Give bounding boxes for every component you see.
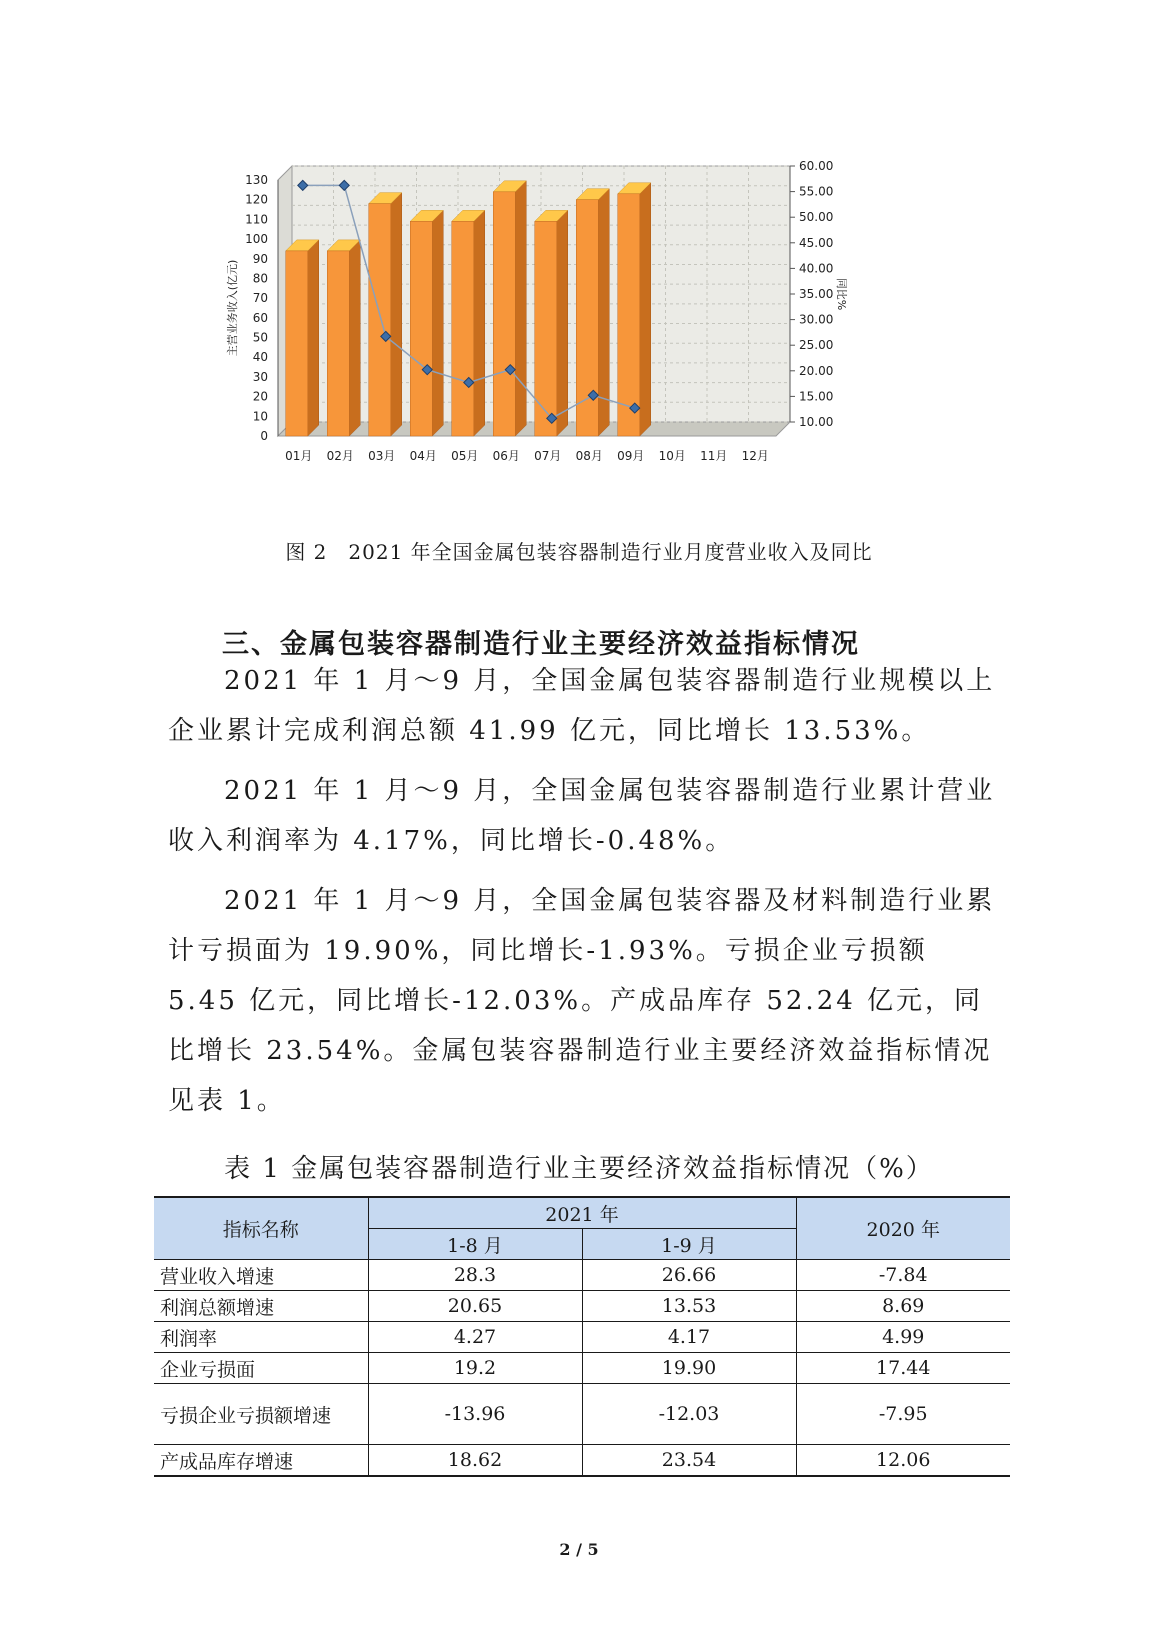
paragraph-margin: 2021 年 1 月～9 月，全国金属包装容器制造行业累计营业收入利润率为 4.17%，同比增长-0.48%。 (168, 776, 996, 856)
cell-2020: -7.95 (796, 1384, 1010, 1445)
paragraph-profit: 2021 年 1 月～9 月，全国金属包装容器制造行业规模以上企业累计完成利润总额 41.99 亿元，同比增长 13.53%。 (168, 666, 996, 746)
bar-side (391, 193, 402, 436)
header-jan-sep: 1-9 月 (582, 1229, 796, 1260)
bar (286, 251, 308, 436)
header-year-2020: 2020 年 (796, 1197, 1010, 1260)
y-tick-label: 30 (252, 369, 268, 384)
x-tick-label: 02月 (326, 449, 354, 463)
row-label: 利润总额增速 (154, 1291, 368, 1322)
y2-tick-label: 60.00 (799, 160, 834, 173)
y-tick-label: 60 (252, 310, 268, 325)
x-tick-label: 07月 (534, 449, 562, 463)
y2-tick-label: 35.00 (799, 287, 834, 301)
table-row (154, 1291, 1010, 1322)
y-tick-label: 100 (245, 232, 268, 247)
header-year-2021: 2021 年 (368, 1197, 796, 1229)
y2-tick-label: 30.00 (799, 312, 834, 327)
y-tick-label: 110 (245, 212, 268, 227)
cell-jan-aug: 20.65 (368, 1291, 582, 1322)
cell-2020: 4.99 (796, 1322, 1010, 1353)
cell-jan-aug: 28.3 (368, 1260, 582, 1291)
section-heading: 三、金属包装容器制造行业主要经济效益指标情况 (222, 629, 860, 660)
header-indicator-name: 指标名称 (154, 1197, 368, 1260)
y-tick-label: 120 (245, 192, 268, 207)
figure-caption: 图 2 2021 年全国金属包装容器制造行业月度营业收入及同比 (285, 540, 873, 564)
bar-side (515, 181, 526, 436)
y-tick-label: 40 (252, 350, 268, 365)
y2-tick-label: 10.00 (799, 415, 834, 429)
cell-jan-aug: -13.96 (368, 1384, 582, 1445)
y-tick-label: 20 (252, 389, 268, 404)
y2-tick-label: 45.00 (799, 235, 834, 250)
bar (452, 221, 474, 436)
x-tick-label: 06月 (492, 449, 520, 463)
x-tick-label: 12月 (741, 449, 769, 463)
table-title: 表 1 金属包装容器制造行业主要经济效益指标情况（%） (224, 1154, 934, 1184)
page-number: 2 / 5 (559, 1540, 599, 1559)
x-tick-label: 03月 (368, 449, 396, 463)
bar (576, 200, 598, 436)
y-tick-label: 130 (245, 173, 268, 187)
x-tick-label: 08月 (575, 449, 603, 463)
y2-axis-title: 同比% (835, 277, 848, 311)
y-tick-label: 0 (260, 429, 268, 443)
cell-jan-sep: 4.17 (582, 1322, 796, 1353)
y-tick-label: 50 (252, 330, 268, 345)
cell-jan-aug: 19.2 (368, 1353, 582, 1384)
y-tick-label: 80 (252, 271, 268, 286)
cell-jan-sep: 13.53 (582, 1291, 796, 1322)
y-tick-label: 90 (252, 251, 268, 266)
y2-tick-label: 40.00 (799, 261, 834, 276)
x-tick-label: 04月 (409, 449, 437, 463)
cell-jan-sep: 19.90 (582, 1353, 796, 1384)
bar (410, 221, 432, 436)
table-row (154, 1445, 1010, 1477)
bar-side (308, 240, 319, 436)
cell-2020: 17.44 (796, 1353, 1010, 1384)
table-row (154, 1322, 1010, 1353)
bar (535, 221, 557, 436)
header-jan-aug: 1-8 月 (368, 1229, 582, 1260)
bar-side (640, 183, 651, 436)
cell-2020: 8.69 (796, 1291, 1010, 1322)
y2-tick-label: 20.00 (799, 363, 834, 378)
y-axis-title: 主营业务收入(亿元) (226, 259, 239, 357)
x-tick-label: 01月 (285, 449, 313, 463)
bar-side (557, 210, 568, 436)
y2-tick-label: 25.00 (799, 338, 834, 353)
row-label: 利润率 (154, 1322, 368, 1353)
cell-jan-sep: 26.66 (582, 1260, 796, 1291)
y-tick-label: 70 (252, 291, 268, 306)
bar-side (432, 210, 443, 436)
bar (327, 251, 349, 436)
y2-tick-label: 50.00 (799, 210, 834, 225)
cell-2020: 12.06 (796, 1445, 1010, 1477)
row-label: 亏损企业亏损额增速 (154, 1384, 368, 1445)
row-label: 企业亏损面 (154, 1353, 368, 1384)
indicator-table (154, 1196, 1010, 1477)
y-tick-label: 10 (252, 409, 268, 424)
cell-jan-aug: 18.62 (368, 1445, 582, 1477)
bar (618, 194, 640, 436)
x-tick-label: 10月 (658, 449, 686, 463)
table-row (154, 1353, 1010, 1384)
y2-tick-label: 55.00 (799, 184, 834, 199)
bar-side (349, 240, 360, 436)
bar (493, 192, 515, 436)
cell-jan-aug: 4.27 (368, 1322, 582, 1353)
revenue-chart (220, 160, 920, 500)
cell-jan-sep: 23.54 (582, 1445, 796, 1477)
table-row (154, 1384, 1010, 1445)
row-label: 产成品库存增速 (154, 1445, 368, 1477)
x-tick-label: 05月 (451, 449, 479, 463)
row-label: 营业收入增速 (154, 1260, 368, 1291)
y2-tick-label: 15.00 (799, 389, 834, 404)
bar-side (474, 210, 485, 436)
x-tick-label: 09月 (617, 449, 645, 463)
table-row (154, 1260, 1010, 1291)
cell-2020: -7.84 (796, 1260, 1010, 1291)
paragraph-loss: 2021 年 1 月～9 月，全国金属包装容器及材料制造行业累计亏损面为 19.90%，同比增长-1.93%。亏损企业亏损额 5.45 亿元，同比增长-12.03%。产成品库存 52.24 亿元，同比增长 23.54%。金属包装容器制造行业主要经济效益指标情况见表 1。 (168, 886, 996, 1116)
x-tick-label: 11月 (700, 449, 728, 463)
bar (369, 204, 391, 436)
cell-jan-sep: -12.03 (582, 1384, 796, 1445)
